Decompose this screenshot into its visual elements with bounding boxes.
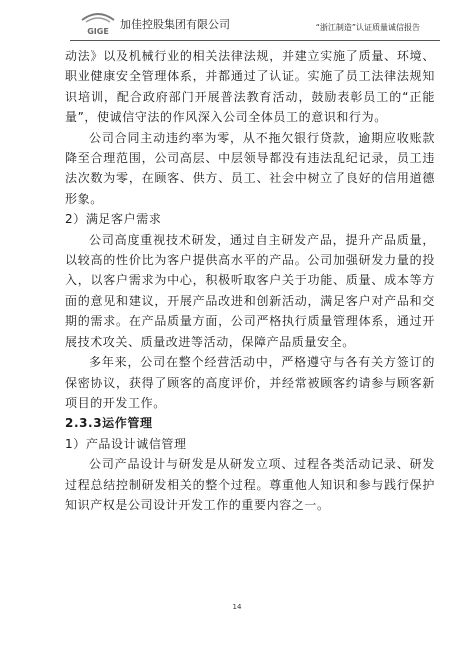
logo-graphic [78, 10, 118, 40]
document-body [65, 46, 435, 515]
subheading-customer-needs: 2）满足客户需求 [65, 212, 162, 227]
company-logo [78, 10, 118, 40]
paragraph-confidentiality: 多年来，公司在整个经营活动中，严格遵守与各有关方签订的保密协议，获得了顾客的高度评价，并经常被顾客约请参与顾客新项目的开发工作。 [65, 355, 435, 410]
section-heading-operation-management: 2.3.3运作管理 [65, 416, 153, 431]
company-name: 加佳控股集团有限公司 [120, 18, 230, 31]
logo-text: GIGE [87, 27, 109, 36]
page-header [70, 10, 440, 41]
report-title: “浙江制造”认证质量诚信报告 [315, 23, 420, 32]
page-number: 14 [232, 603, 242, 611]
paragraph-design-process: 公司产品设计与研发是从研发立项、过程各类活动记录、研发过程总结控制研发相关的整个过程。尊重他人知识和参与践行保护知识产权是公司设计开发工作的重要内容之一。 [65, 457, 435, 512]
subheading-product-design: 1）产品设计诚信管理 [65, 436, 187, 451]
paragraph-legal-compliance: 动法》以及机械行业的相关法律法规，并建立实施了质量、环境、职业健康安全管理体系，并都通过了认证。实施了员工法律法规知识培训，配合政府部门开展普法教育活动，鼓励表彰员工的“正能量”，使诚信守法的作风深入公司全体员工的意识和行为。 [65, 49, 435, 125]
paragraph-credit-record: 公司合同主动违约率为零，从不拖欠银行贷款，逾期应收账款降至合理范围，公司高层、中层领导都没有违法乱纪记录，员工违法次数为零，在顾客、供方、员工、社会中树立了良好的信用道德形象。 [65, 130, 435, 206]
paragraph-rd-quality: 公司高度重视技术研发，通过自主研发产品，提升产品质量，以较高的性价比为客户提供高水平的产品。公司加强研发力量的投入，以客户需求为中心，积极听取客户关于功能、质量、成本等方面的意见和建议，开展产品改进和创新活动，满足客户对产品和交期的需求。在产品质量方面，公司严格执行质量管理体系，通过开展技术攻关、质量改进等活动，保障产品质量安全。 [65, 232, 435, 349]
